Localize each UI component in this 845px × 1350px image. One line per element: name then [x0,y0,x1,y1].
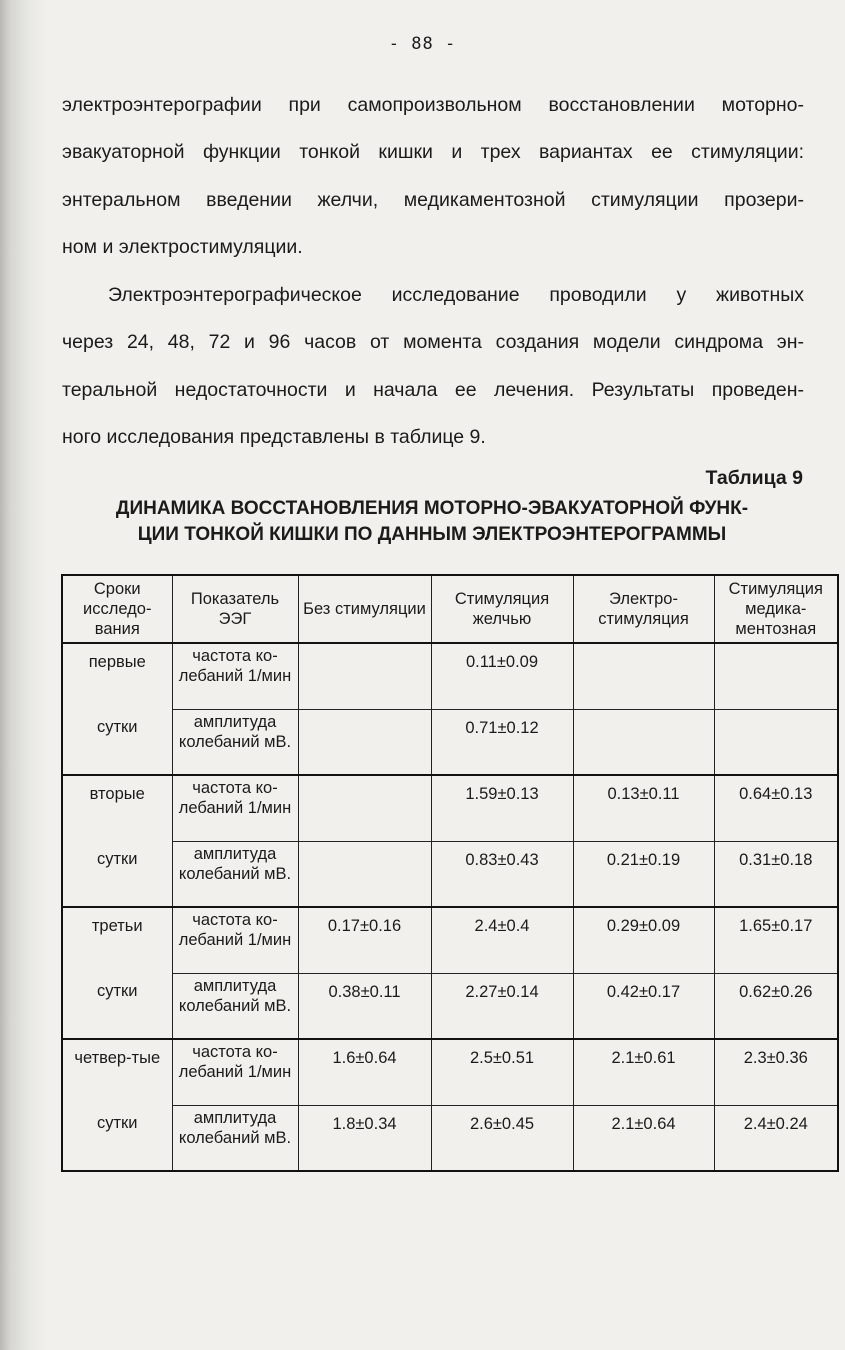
value-cell: 1.6±0.64 [298,1039,431,1105]
table-row [62,907,838,973]
table-row [62,973,838,1039]
text-line: ного исследования представлены в таблице 9. [62,425,486,448]
value-cell: 2.27±0.14 [431,973,573,1039]
value-cell [714,643,838,709]
indicator-cell: амплитуда колебаний мВ. [172,841,298,907]
indicator-cell: амплитуда колебаний мВ. [172,973,298,1039]
value-cell: 0.83±0.43 [431,841,573,907]
value-cell: 0.17±0.16 [298,907,431,973]
value-cell: 2.6±0.45 [431,1105,573,1171]
value-cell: 0.29±0.09 [573,907,714,973]
value-cell: 0.42±0.17 [573,973,714,1039]
value-cell [298,775,431,841]
value-cell: 1.59±0.13 [431,775,573,841]
value-cell: 0.31±0.18 [714,841,838,907]
value-cell [298,709,431,775]
page-number: - 88 - [388,34,457,54]
table-row [62,643,838,709]
value-cell [573,643,714,709]
paragraph-2 [62,272,804,461]
text-line: теральной недостаточности и начала ее лечения. Результаты проведен- [62,378,804,401]
indicator-cell: амплитуда колебаний мВ. [172,1105,298,1171]
paragraph-1 [62,82,804,271]
value-cell [298,841,431,907]
period-cell: третьи [62,907,172,973]
value-cell: 0.71±0.12 [431,709,573,775]
value-cell: 0.13±0.11 [573,775,714,841]
text-line: электроэнтерографии при самопроизвольном восстановлении моторно- [62,94,804,116]
period-cell: вторые [62,775,172,841]
value-cell [714,709,838,775]
value-cell: 2.5±0.51 [431,1039,573,1105]
header-period: Сроки исследо-вания [62,575,172,643]
text-line: эвакуаторной функции тонкой кишки и трех вариантах ее стимуляции: [62,141,804,164]
indicator-cell: амплитуда колебаний мВ. [172,709,298,775]
table-row [62,1039,838,1105]
header-electro-stimulation: Электро-стимуляция [573,575,714,643]
value-cell: 2.4±0.4 [431,907,573,973]
indicator-cell: частота ко-лебаний 1/мин [172,643,298,709]
value-cell: 0.62±0.26 [714,973,838,1039]
header-no-stimulation: Без стимуляции [298,575,431,643]
value-cell [298,643,431,709]
period-cell: сутки [62,841,172,907]
value-cell: 1.65±0.17 [714,907,838,973]
period-cell: сутки [62,709,172,775]
value-cell: 0.38±0.11 [298,973,431,1039]
table-title [56,496,808,548]
value-cell: 0.64±0.13 [714,775,838,841]
table-row [62,709,838,775]
value-cell: 1.8±0.34 [298,1105,431,1171]
value-cell: 2.4±0.24 [714,1105,838,1171]
table-label: Таблица 9 [705,467,803,489]
table-row [62,841,838,907]
period-cell: первые [62,643,172,709]
value-cell: 0.21±0.19 [573,841,714,907]
text-line: ном и электростимуляции. [62,235,303,258]
table-row [62,1105,838,1171]
page-edge-shadow [0,0,46,1350]
indicator-cell: частота ко-лебаний 1/мин [172,907,298,973]
table-title-line: ДИНАМИКА ВОССТАНОВЛЕНИЯ МОТОРНО-ЭВАКУАТОРНОЙ ФУНК- [115,498,749,519]
header-indicator: Показатель ЭЭГ [172,575,298,643]
value-cell [573,709,714,775]
period-cell: сутки [62,973,172,1039]
value-cell: 0.11±0.09 [431,643,573,709]
eeg-dynamics-table [61,574,839,1172]
text-line: Электроэнтерографическое исследование проводили у животных [108,284,804,306]
text-line: через 24, 48, 72 и 96 часов от момента создания модели синдрома эн- [62,331,804,354]
period-cell: четвер-тые [62,1039,172,1105]
table-title-line: ЦИИ ТОНКОЙ КИШКИ ПО ДАННЫМ ЭЛЕКТРОЭНТЕРОГРАММЫ [137,524,727,545]
value-cell: 2.3±0.36 [714,1039,838,1105]
text-line: энтеральном введении желчи, медикаментозной стимуляции прозери- [62,188,804,211]
table-header-row [62,575,838,643]
indicator-cell: частота ко-лебаний 1/мин [172,775,298,841]
period-cell: сутки [62,1105,172,1171]
value-cell: 2.1±0.61 [573,1039,714,1105]
value-cell: 2.1±0.64 [573,1105,714,1171]
header-drug-stimulation: Стимуляция медика-ментозная [714,575,838,643]
indicator-cell: частота ко-лебаний 1/мин [172,1039,298,1105]
table-row [62,775,838,841]
header-bile-stimulation: Стимуляция желчью [431,575,573,643]
